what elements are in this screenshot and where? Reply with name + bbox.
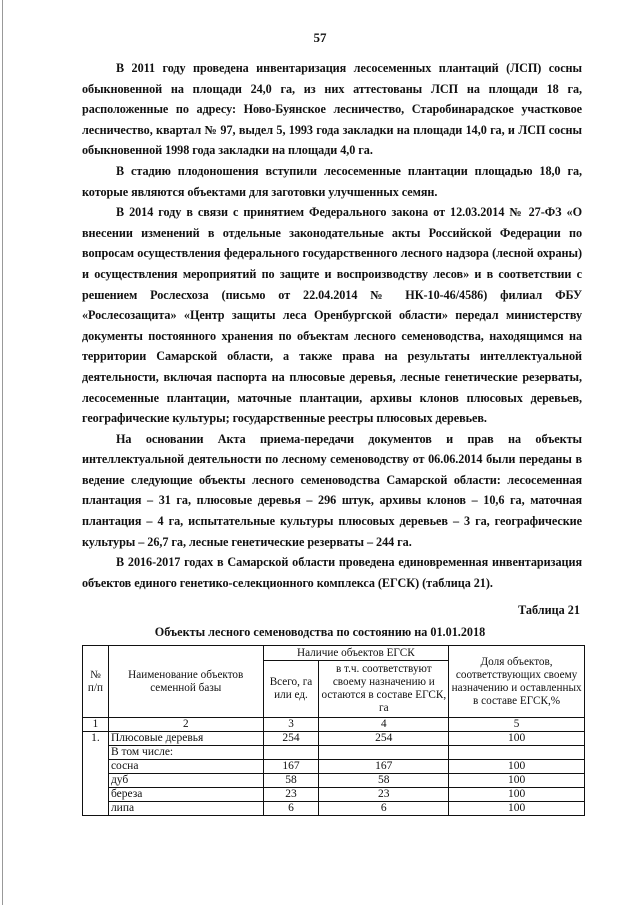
- row-total: [263, 746, 319, 760]
- row-name: дуб: [108, 774, 263, 788]
- header-share: Доля объектов, соответствующих своему назначению и оставленных в составе ЕГСК,%: [449, 646, 585, 718]
- row-total: 23: [263, 788, 319, 802]
- table-row: [83, 788, 585, 802]
- table-row: [83, 774, 585, 788]
- row-total: 58: [263, 774, 319, 788]
- table-row: [83, 760, 585, 774]
- paragraph-5: В 2016-2017 годах в Самарской области проведена единовременная инвентаризация объектов единого генетико-селекционного комплекса (ЕГСК) (таблица 21).: [82, 555, 582, 590]
- table-row: [83, 732, 585, 746]
- row-including: 58: [319, 774, 449, 788]
- col-number: 2: [108, 718, 263, 732]
- header-row-1: [83, 646, 585, 661]
- row-total: 6: [263, 802, 319, 816]
- row-num: 1.: [83, 732, 109, 816]
- row-name: В том числе:: [108, 746, 263, 760]
- row-share: 100: [449, 802, 585, 816]
- row-total: 254: [263, 732, 319, 746]
- row-name: береза: [108, 788, 263, 802]
- row-share: 100: [449, 788, 585, 802]
- header-presence: Наличие объектов ЕГСК: [263, 646, 449, 661]
- row-including: [319, 746, 449, 760]
- paragraph-3: В 2014 году в связи с принятием Федерального закона от 12.03.2014 № 27-ФЗ «О внесении изменений в отдельные законодательные акты Российской Федерации по вопросам осуществления федерального государственного лесного надзора (лесной охраны) и осуществления мероприятий по защите и воспроизводству лесов» и в соответствии с решением Рослесхоза (письмо от 22.04.2014 № НК-10-46/4586) филиал ФБУ «Рослесозащита» «Центр защиты леса Оренбургской области» передал министерству документы постоянного хранения по объектам лесного семеноводства, находящимся на территории Самарской области, а также права на результаты интеллектуальной деятельности, включая паспорта на плюсовые деревья, лесные генетические резерваты, лесосеменные плантации, маточные плантации, архивы клонов плюсовых деревьев, географические культуры; государственные реестры плюсовых деревьев.: [82, 205, 582, 426]
- row-total: 167: [263, 760, 319, 774]
- table-caption: Объекты лесного семеноводства по состоянию на 01.01.2018: [154, 625, 486, 639]
- scan-edge-line: [2, 0, 3, 905]
- col-number: 4: [319, 718, 449, 732]
- row-including: 6: [319, 802, 449, 816]
- table-row: [83, 746, 585, 760]
- col-number: 3: [263, 718, 319, 732]
- col-number: 5: [449, 718, 585, 732]
- objects-table: [82, 645, 585, 816]
- row-share: [449, 746, 585, 760]
- col-number: 1: [83, 718, 109, 732]
- paragraph-2: В стадию плодоношения вступили лесосеменные плантации площадью 18,0 га, которые являются объектами для заготовки улучшенных семян.: [82, 163, 582, 199]
- row-including: 254: [319, 732, 449, 746]
- row-name: Плюсовые деревья: [108, 732, 263, 746]
- header-num: № п/п: [83, 646, 109, 718]
- header-name: Наименование объектов семенной базы: [108, 646, 263, 718]
- page-number: 57: [313, 30, 327, 45]
- table-label: Таблица 21: [518, 603, 580, 617]
- header-including: в т.ч. соответствуют своему назначению и остаются в составе ЕГСК, га: [319, 661, 449, 718]
- column-number-row: [83, 718, 585, 732]
- row-name: сосна: [108, 760, 263, 774]
- row-including: 23: [319, 788, 449, 802]
- header-total: Всего, га или ед.: [263, 661, 319, 718]
- body-text: [82, 58, 582, 593]
- row-including: 167: [319, 760, 449, 774]
- row-share: 100: [449, 732, 585, 746]
- row-name: липа: [108, 802, 263, 816]
- row-share: 100: [449, 774, 585, 788]
- paragraph-1: В 2011 году проведена инвентаризация лесосеменных плантаций (ЛСП) сосны обыкновенной на площади 24,0 га, из них аттестованы ЛСП на площади 18 га, расположенные по адресу: Ново-Буянское лесничество, Старобинарадское участковое лесничество, квартал № 97, выдел 5, 1993 года закладки на площади 14,0 га, и ЛСП сосны обыкновенной 1998 года закладки на площади 4,0 га.: [82, 61, 582, 158]
- paragraph-4: На основании Акта приема-передачи документов и прав на объекты интеллектуальной деятельности по лесному семеноводству от 06.06.2014 были переданы в ведение следующие объекты лесного семеноводства Самарской области: лесосеменная плантация – 31 га, плюсовые деревья – 296 штук, архивы клонов – 10,6 га, маточная плантация – 4 га, испытательные культуры плюсовых деревьев – 3 га, географические культуры – 26,7 га, лесные генетические резерваты – 244 га.: [82, 431, 582, 549]
- table-row: [83, 802, 585, 816]
- row-share: 100: [449, 760, 585, 774]
